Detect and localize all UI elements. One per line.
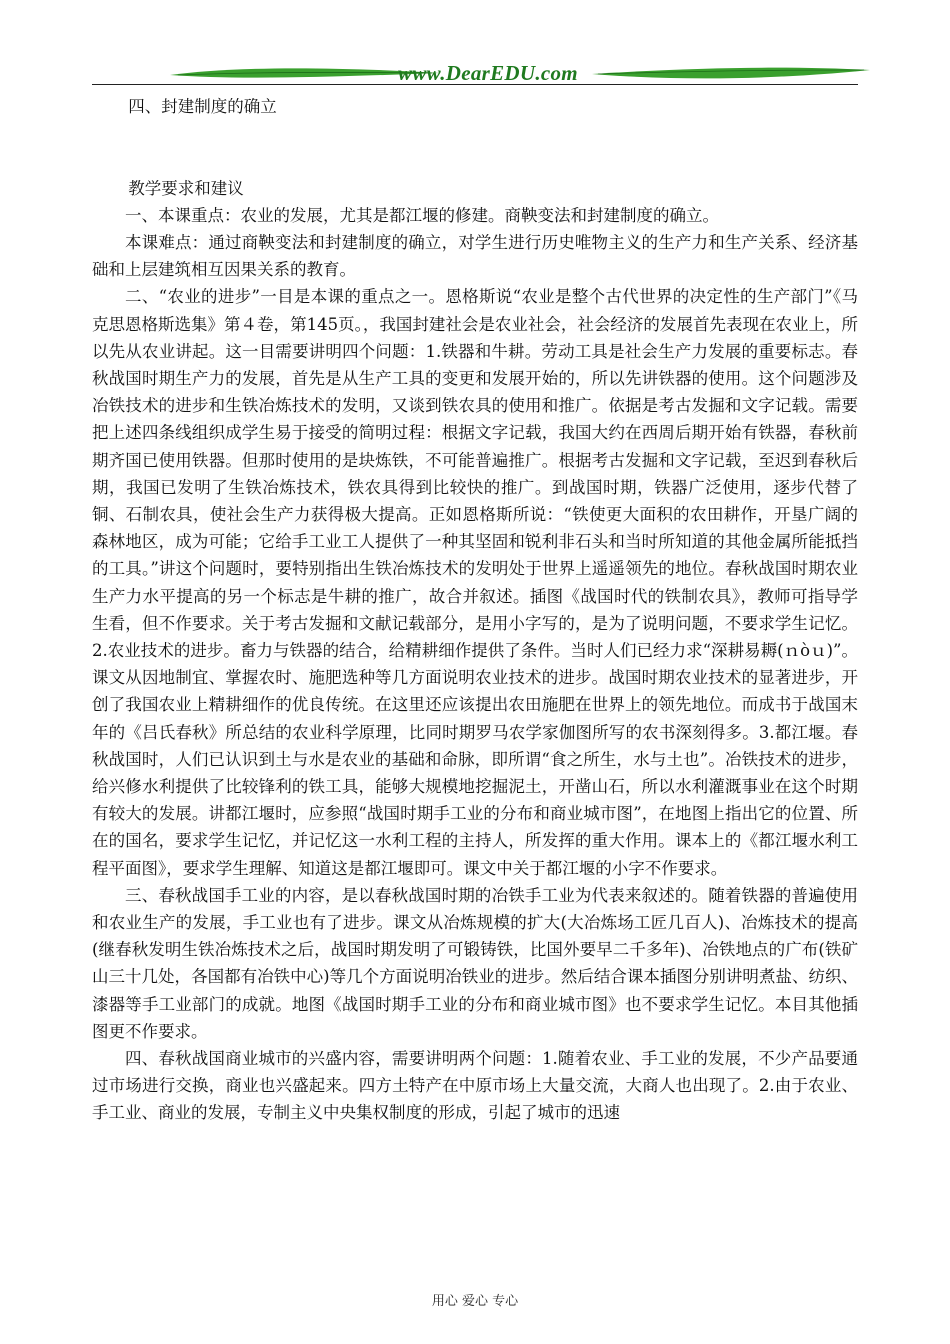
section-title: 四、封建制度的确立: [128, 97, 277, 116]
paragraph-difficulties: 本课难点：通过商鞅变法和封建制度的确立，对学生进行历史唯物主义的生产力和生产关系、经济基础和上层建筑相互因果关系的教育。: [92, 232, 858, 280]
paragraph-commerce: 四、春秋战国商业城市的兴盛内容，需要讲明两个问题：1.随着农业、手工业的发展，不少产品要通过市场进行交换，商业也兴盛起来。四方土特产在中原市场上大量交流，大商人也出现了。2.由于农业、手工业、商业的发展，专制主义中央集权制度的形成，引起了城市的迅速: [92, 1049, 858, 1123]
page-footer: 用心 爱心 专心: [431, 1294, 519, 1309]
paragraph-handicraft: 三、春秋战国手工业的内容，是以春秋战国时期的冶铁手工业为代表来叙述的。随着铁器的普遍使用和农业生产的发展，手工业也有了进步。课文从冶炼规模的扩大(大冶炼场工匠几百人)、冶炼技术的提高(继春秋发明生铁冶炼技术之后，战国时期发明了可锻铸铁，比国外要早二千多年)、冶铁地点的广布(铁矿山三十几处，各国都有冶铁中心)等几个方面说明冶铁业的进步。然后结合课本插图分别讲明煮盐、纺织、漆器等手工业部门的成就。地图《战国时期手工业的分布和商业城市图》也不要求学生记忆。本目其他插图更不作要求。: [92, 885, 858, 1041]
site-logo: www.DearEDU.com: [398, 61, 578, 85]
document-body: [92, 93, 858, 1127]
subheading: 教学要求和建议: [128, 178, 244, 198]
paragraph-key-points: 一、本课重点：农业的发展，尤其是都江堰的修建。商鞅变法和封建制度的确立。: [125, 205, 719, 225]
right-leaf-decoration-icon: [592, 64, 870, 84]
page-header: [92, 58, 858, 92]
blank-line: [92, 147, 858, 174]
header-divider: [92, 84, 858, 85]
blank-line: [92, 120, 858, 147]
paragraph-agriculture: 二、“农业的进步”一目是本课的重点之一。恩格斯说“农业是整个古代世界的决定性的生产部门”《马克思恩格斯选集》第４卷，第145页。，我国封建社会是农业社会，社会经济的发展首先表现在农业上，所以先从农业讲起。这一目需要讲明四个问题：1.铁器和牛耕。劳动工具是社会生产力发展的重要标志。春秋战国时期生产力的发展，首先是从生产工具的变更和发展开始的，所以先讲铁器的使用。这个问题涉及冶铁技术的进步和生铁冶炼技术的发明，又谈到铁农具的使用和推广。依据是考古发掘和文字记载。需要把上述四条线组织成学生易于接受的简明过程：根据文字记载，我国大约在西周后期开始有铁器，春秋前期齐国已使用铁器。但那时使用的是块炼铁，不可能普遍推广。根据考古发掘和文字记载，至迟到春秋后期，我国已发明了生铁冶炼技术，铁农具得到比较快的推广。到战国时期，铁器广泛使用，逐步代替了铜、石制农具，使社会生产力获得极大提高。正如恩格斯所说：“铁使更大面积的农田耕作，开垦广阔的森林地区，成为可能；它给手工业工人提供了一种其坚固和锐利非石头和当时所知道的其他金属所能抵挡的工具。”讲这个问题时，要特别指出生铁冶炼技术的发明处于世界上遥遥领先的地位。春秋战国时期农业生产力水平提高的另一个标志是牛耕的推广，故合并叙述。插图《战国时代的铁制农具》，教师可指导学生看，但不作要求。关于考古发掘和文献记载部分，是用小字写的，是为了说明问题，不要求学生记忆。2.农业技术的进步。畜力与铁器的结合，给精耕细作提供了条件。当时人们已经力求“深耕易耨(ｎòｕ)”。课文从因地制宜、掌握农时、施肥选种等几方面说明农业技术的进步。战国时期农业技术的显著进步，开创了我国农业上精耕细作的优良传统。在这里还应该提出农田施肥在世界上的领先地位。而成书于战国末年的《吕氏春秋》所总结的农业科学原理，比同时期罗马农学家伽图所写的农书深刻得多。3.都江堰。春秋战国时，人们已认识到土与水是农业的基础和命脉，即所谓“食之所生，水与土也”。冶铁技术的进步，给兴修水利提供了比较锋利的铁工具，能够大规模地挖掘泥土，开凿山石，所以水利灌溉事业在这个时期有较大的发展。讲都江堰时，应参照“战国时期手工业的分布和商业城市图”，在地图上指出它的位置、所在的国名，要求学生记忆，并记忆这一水利工程的主持人，所发挥的重大作用。课本上的《都江堰水利工程平面图》，要求学生理解、知道这是都江堰即可。课文中关于都江堰的小字不作要求。: [92, 287, 858, 878]
